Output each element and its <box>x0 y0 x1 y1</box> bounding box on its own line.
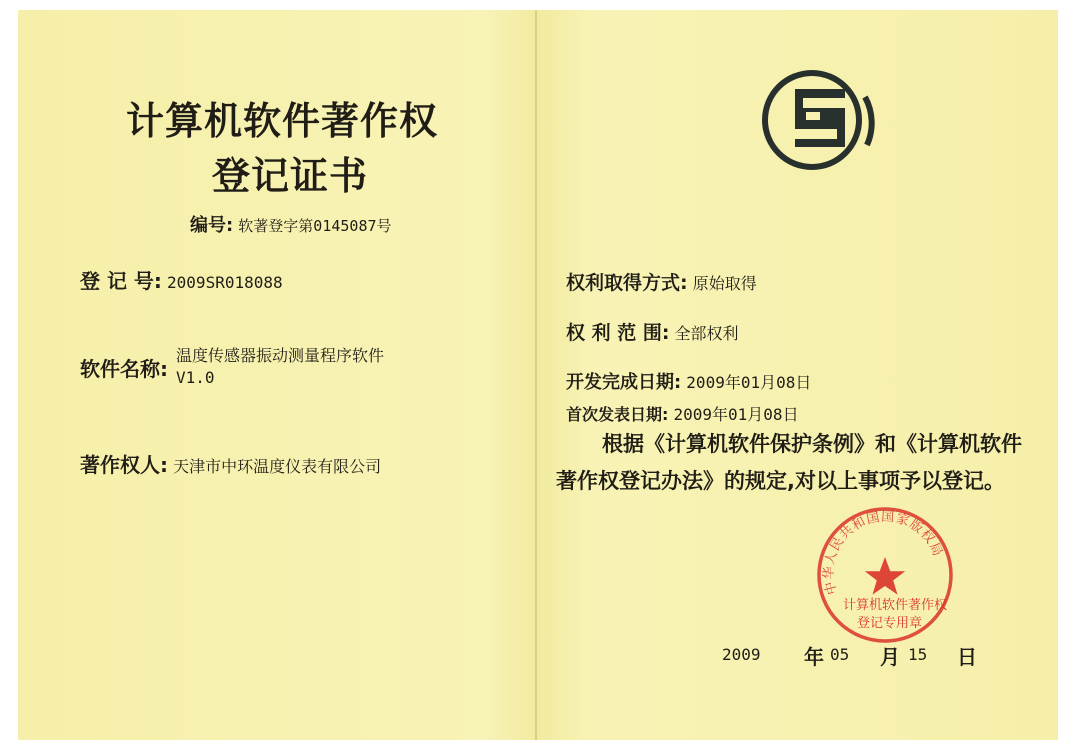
reg-row <box>80 265 283 294</box>
statement-line1: 根据《计算机软件保护条例》和《计算机软件 <box>602 432 1022 456</box>
reg-label: 登 记 号: <box>80 269 162 293</box>
certificate-title-line1: 计算机软件著作权 <box>126 99 439 143</box>
scope-row <box>566 318 739 345</box>
publication-date-row <box>566 402 799 425</box>
certificate-title-line2: 登记证书 <box>212 154 369 198</box>
reg-value: 2009SR018088 <box>167 273 283 292</box>
seal-inner-line1: 计算机软件著作权 <box>843 598 948 613</box>
seal-ring-text: 中华人民共和国国家版权局 <box>821 509 946 597</box>
scope-value: 全部权利 <box>674 324 739 343</box>
seal-inner-line2: 登记专用章 <box>857 616 923 631</box>
owner-label: 著作权人: <box>80 453 168 477</box>
serial-value: 软著登字第0145087号 <box>238 217 392 235</box>
issue-date-year: 2009 <box>722 645 761 664</box>
scope-label: 权 利 范 围: <box>566 322 670 344</box>
serial-row <box>190 211 392 237</box>
development-date-value: 2009年01月08日 <box>686 373 812 392</box>
statement-line2: 著作权登记办法》的规定,对以上事项予以登记。 <box>556 469 1005 493</box>
serial-label: 编号: <box>190 215 234 236</box>
development-date-label: 开发完成日期: <box>566 372 682 393</box>
name-label: 软件名称: <box>80 357 168 381</box>
issue-date-day: 15 <box>908 645 928 664</box>
issue-date-day-unit: 日 <box>957 645 977 669</box>
owner-row <box>80 449 381 478</box>
development-date-row <box>566 368 811 394</box>
publication-date-label: 首次发表日期: <box>566 405 669 424</box>
acquisition-row <box>566 268 757 295</box>
issue-date-year-unit: 年 <box>804 645 824 669</box>
name-value-line1: 温度传感器振动测量程序软件 <box>176 346 385 365</box>
copyright-protection-center-emblem-icon <box>755 67 881 173</box>
center-fold <box>535 10 537 740</box>
issue-date-month: 05 <box>830 645 850 664</box>
owner-value: 天津市中环温度仪表有限公司 <box>173 457 382 476</box>
name-value-line2: V1.0 <box>176 368 215 387</box>
acquisition-value: 原始取得 <box>692 274 757 293</box>
acquisition-label: 权利取得方式: <box>566 272 688 294</box>
issue-date-month-unit: 月 <box>880 645 900 669</box>
publication-date-value: 2009年01月08日 <box>673 405 799 424</box>
seal-star-icon <box>865 557 905 595</box>
